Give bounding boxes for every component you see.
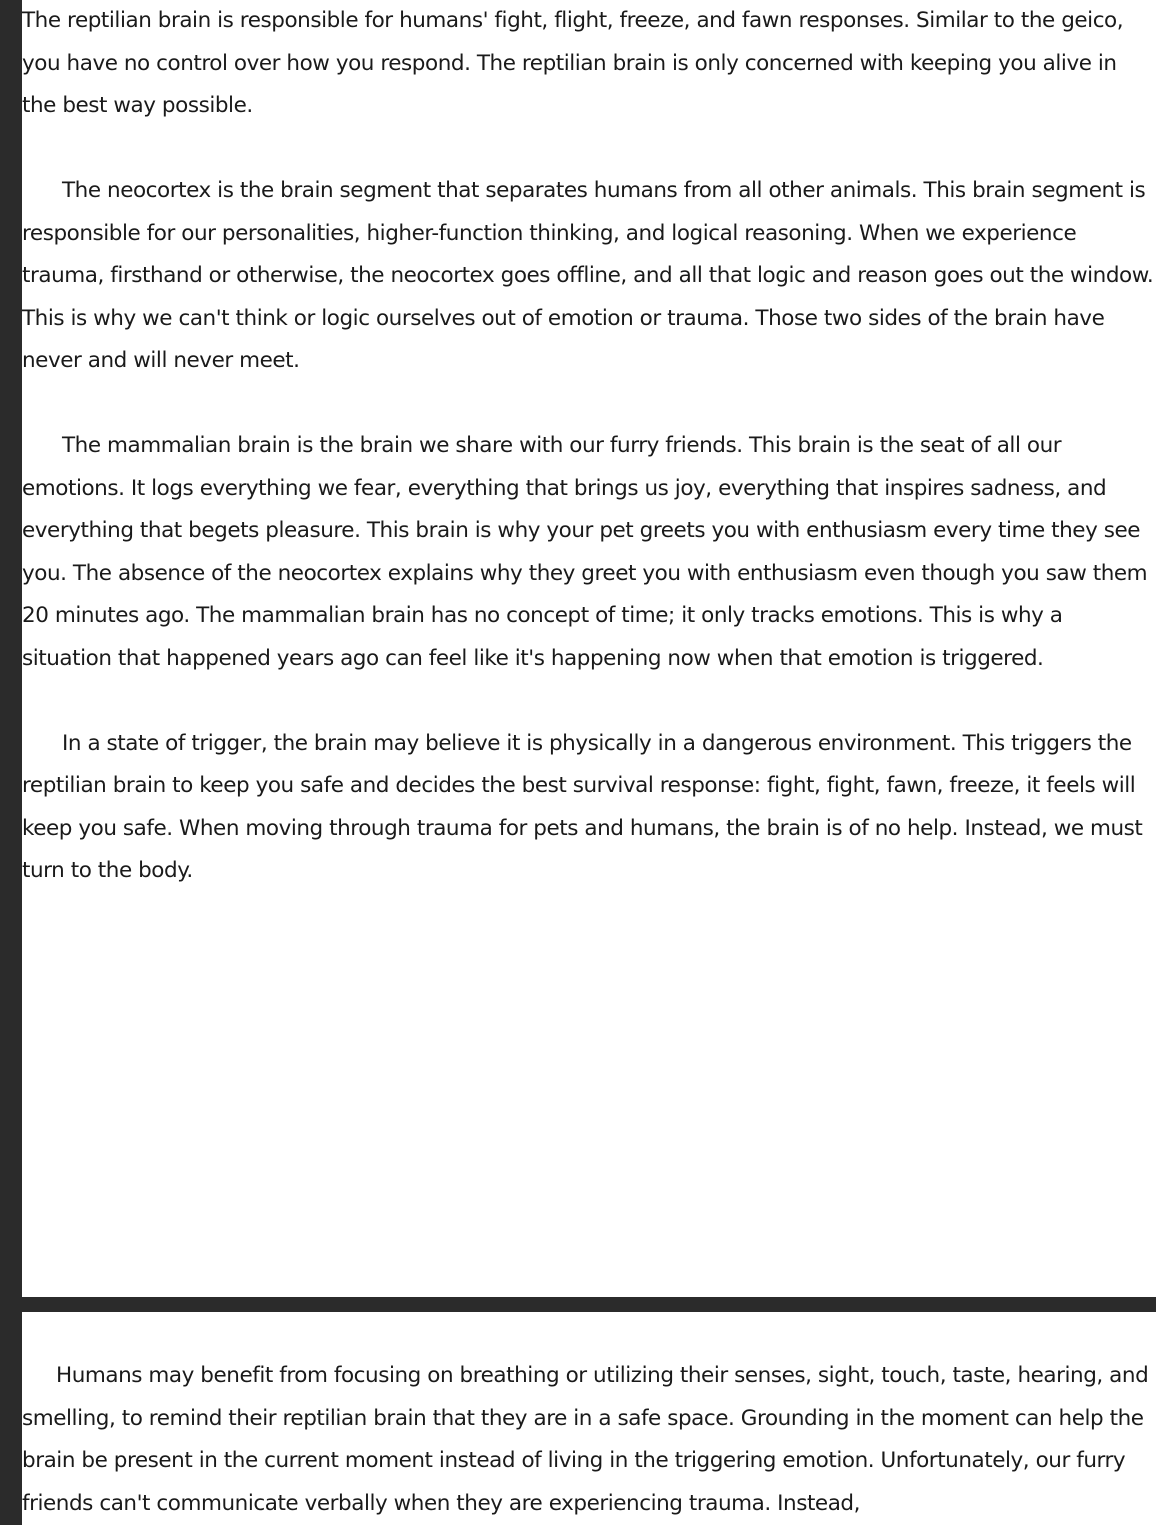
document-page-1 [22, 0, 1156, 1297]
page-text [22, 1312, 1156, 1525]
paragraph-grounding: Humans may benefit from focusing on breathing or utilizing their senses, sight, touch, taste, hearing, and smelling, to remind their reptilian brain that they are in a safe space. Grounding in the moment can help the brain be present in the current moment instead of living in the triggering emotion. Unfortunately, our furry friends can't communicate verbally when they are experiencing trauma. Instead, [22, 1363, 1149, 1516]
paragraph-neocortex: The neocortex is the brain segment that separates humans from all other animals. This brain segment is responsible for our personalities, higher-function thinking, and logical reasoning. When we experience trauma, firsthand or otherwise, the neocortex goes offline, and all that logic and reason goes out the window. This is why we can't think or logic ourselves out of emotion or trauma. Those two sides of the brain have never and will never meet. [22, 178, 1154, 373]
document-page-2 [22, 1312, 1156, 1525]
paragraph-reptilian-brain: The reptilian brain is responsible for humans' fight, flight, freeze, and fawn responses. Similar to the geico, you have no control over how you respond. The reptilian brain is only concerned with keeping you alive in the best way possible. [22, 8, 1124, 118]
paragraph-mammalian-brain: The mammalian brain is the brain we share with our furry friends. This brain is the seat of all our emotions. It logs everything we fear, everything that brings us joy, everything that inspires sadness, and everything that begets pleasure. This brain is why your pet greets you with enthusiasm every time they see you. The absence of the neocortex explains why they greet you with enthusiasm even though you saw them 20 minutes ago. The mammalian brain has no concept of time; it only tracks emotions. This is why a situation that happened years ago can feel like it's happening now when that emotion is triggered. [22, 433, 1148, 671]
paragraph-state-of-trigger: In a state of trigger, the brain may believe it is physically in a dangerous environment. This triggers the reptilian brain to keep you safe and decides the best survival response: fight, fight, fawn, freeze, it feels will keep you safe. When moving through trauma for pets and humans, the brain is of no help. Instead, we must turn to the body. [22, 730, 1143, 883]
page-text [22, 0, 1156, 893]
